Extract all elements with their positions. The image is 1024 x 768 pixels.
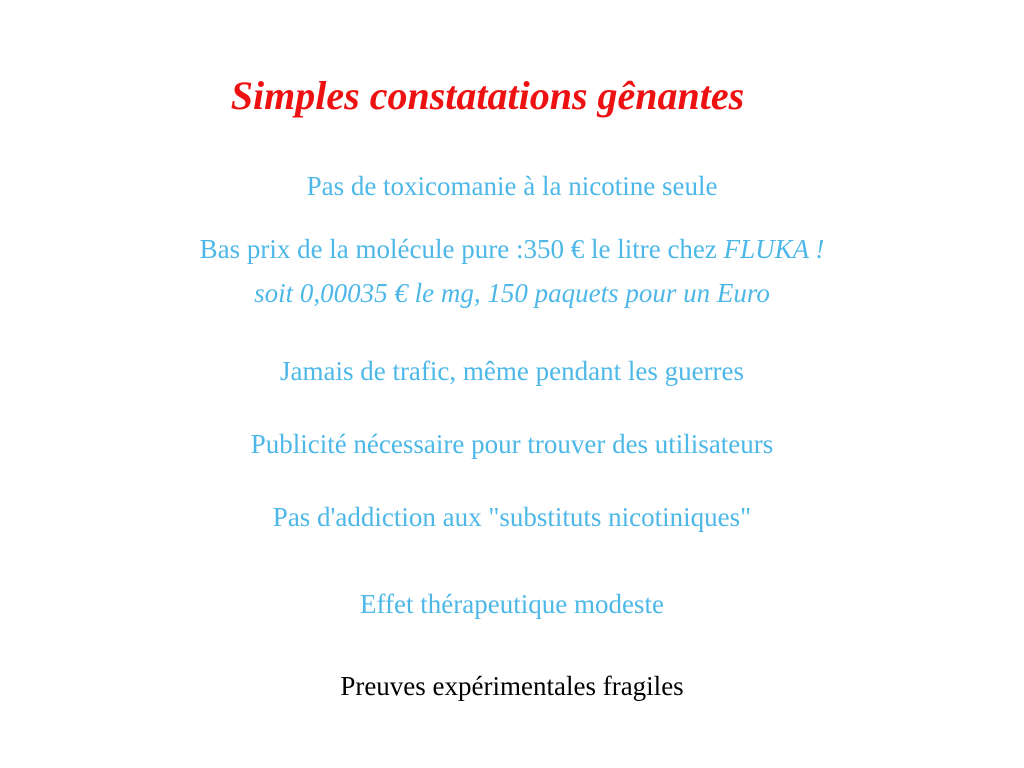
point-advertising-needed: Publicité nécessaire pour trouver des utilisateurs <box>250 429 774 459</box>
slide-title: Simples constatations gênantes <box>230 73 745 118</box>
point-modest-effect: Effet thérapeutique modeste <box>360 589 664 619</box>
point-no-substitute-addiction: Pas d'addiction aux "substituts nicotiniques" <box>272 502 752 532</box>
point-no-nicotine-addiction: Pas de toxicomanie à la nicotine seule <box>306 171 718 201</box>
point-low-price-detail: soit 0,00035 € le mg, 150 paquets pour un Euro <box>254 278 770 308</box>
point-low-price-text: Bas prix de la molécule pure :350 € le litre chez <box>199 234 724 264</box>
point-no-trafficking: Jamais de trafic, même pendant les guerres <box>279 356 745 386</box>
point-low-price-brand: FLUKA ! <box>723 234 825 264</box>
point-fragile-evidence: Preuves expérimentales fragiles <box>340 671 684 701</box>
point-low-price <box>0 232 1024 266</box>
